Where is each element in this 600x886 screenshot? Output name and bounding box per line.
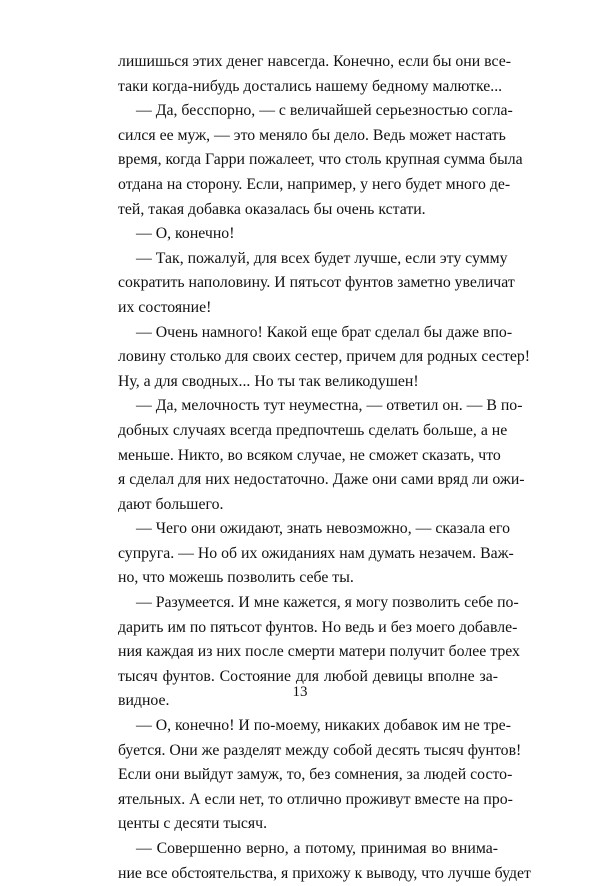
text-line: сократить наполовину. И пятьсот фунтов заметно увеличат [118, 274, 515, 292]
text-line: ние все обстоятельства, я прихожу к выводу, что лучше будет [118, 864, 531, 882]
text-line: ятельных. А если нет, то отлично проживут вместе на про- [118, 790, 513, 808]
text-line: — Так, пожалуй, для всех будет лучше, если эту сумму [136, 249, 508, 267]
text-line: — Чего они ожидают, знать невозможно, — сказала его [136, 520, 511, 538]
text-line: центы с десяти тысяч. [118, 815, 268, 833]
text-line: но, что можешь позволить себе ты. [118, 569, 354, 587]
text-line: таки когда-нибудь достались нашему бедному малютке... [118, 77, 503, 95]
text-line: лишишься этих денег навсегда. Конечно, если бы они все- [118, 53, 511, 70]
text-line: буется. Они же разделят между собой десять тысяч фунтов! [118, 741, 522, 759]
text-line: — Совершенно верно, а потому, принимая во внима- [136, 840, 498, 857]
text-line: ния каждая из них после смерти матери получит более трех [118, 643, 520, 661]
text-line: — О, конечно! И по-моему, никаких добавок им не тре- [136, 717, 511, 735]
text-line: — Да, мелочность тут неуместна, — ответил он. — В по- [136, 397, 523, 415]
body-text [118, 50, 531, 886]
text-line: Ну, а для сводных... Но ты так великодушен! [118, 372, 419, 390]
text-line: отдана на сторону. Если, например, у него будет много де- [118, 175, 511, 193]
text-line: Если они выйдут замуж, то, без сомнения, за людей состо- [118, 766, 513, 784]
text-line: время, когда Гарри пожалеет, что столь крупная сумма была [118, 151, 523, 169]
text-line: добных случаях всегда предпочтешь сделать больше, а не [118, 421, 508, 439]
text-line: — Очень намного! Какой еще брат сделал бы даже впо- [136, 323, 513, 341]
page-number: 13 [292, 684, 308, 700]
text-line: — Разумеется. И мне кажется, я могу позволить себе по- [136, 594, 519, 612]
text-line: я сделал для них недостаточно. Даже они сами вряд ли ожи- [118, 471, 525, 489]
text-line: их состояние! [118, 298, 212, 316]
text-line: тысяч фунтов. Состояние для любой девицы вполне за- [118, 667, 498, 685]
text-line: супруга. — Но об их ожиданиях нам думать незачем. Важ- [118, 544, 514, 562]
text-line: сился ее муж, — это меняло бы дело. Ведь может настать [118, 126, 506, 144]
text-line: дарить им по пятьсот фунтов. Но ведь и без моего добавле- [118, 618, 518, 636]
text-line: меньше. Никто, во всяком случае, не сможет сказать, что [118, 446, 501, 464]
text-line: ловину столько для своих сестер, причем для родных сестер! [118, 348, 531, 366]
text-line: тей, такая добавка оказалась бы очень кстати. [118, 200, 426, 218]
text-line: — О, конечно! [136, 225, 235, 243]
text-line: — Да, бесспорно, — с величайшей серьезностью согла- [136, 102, 513, 120]
text-line: дают большего. [118, 495, 224, 513]
text-line: видное. [118, 692, 170, 710]
